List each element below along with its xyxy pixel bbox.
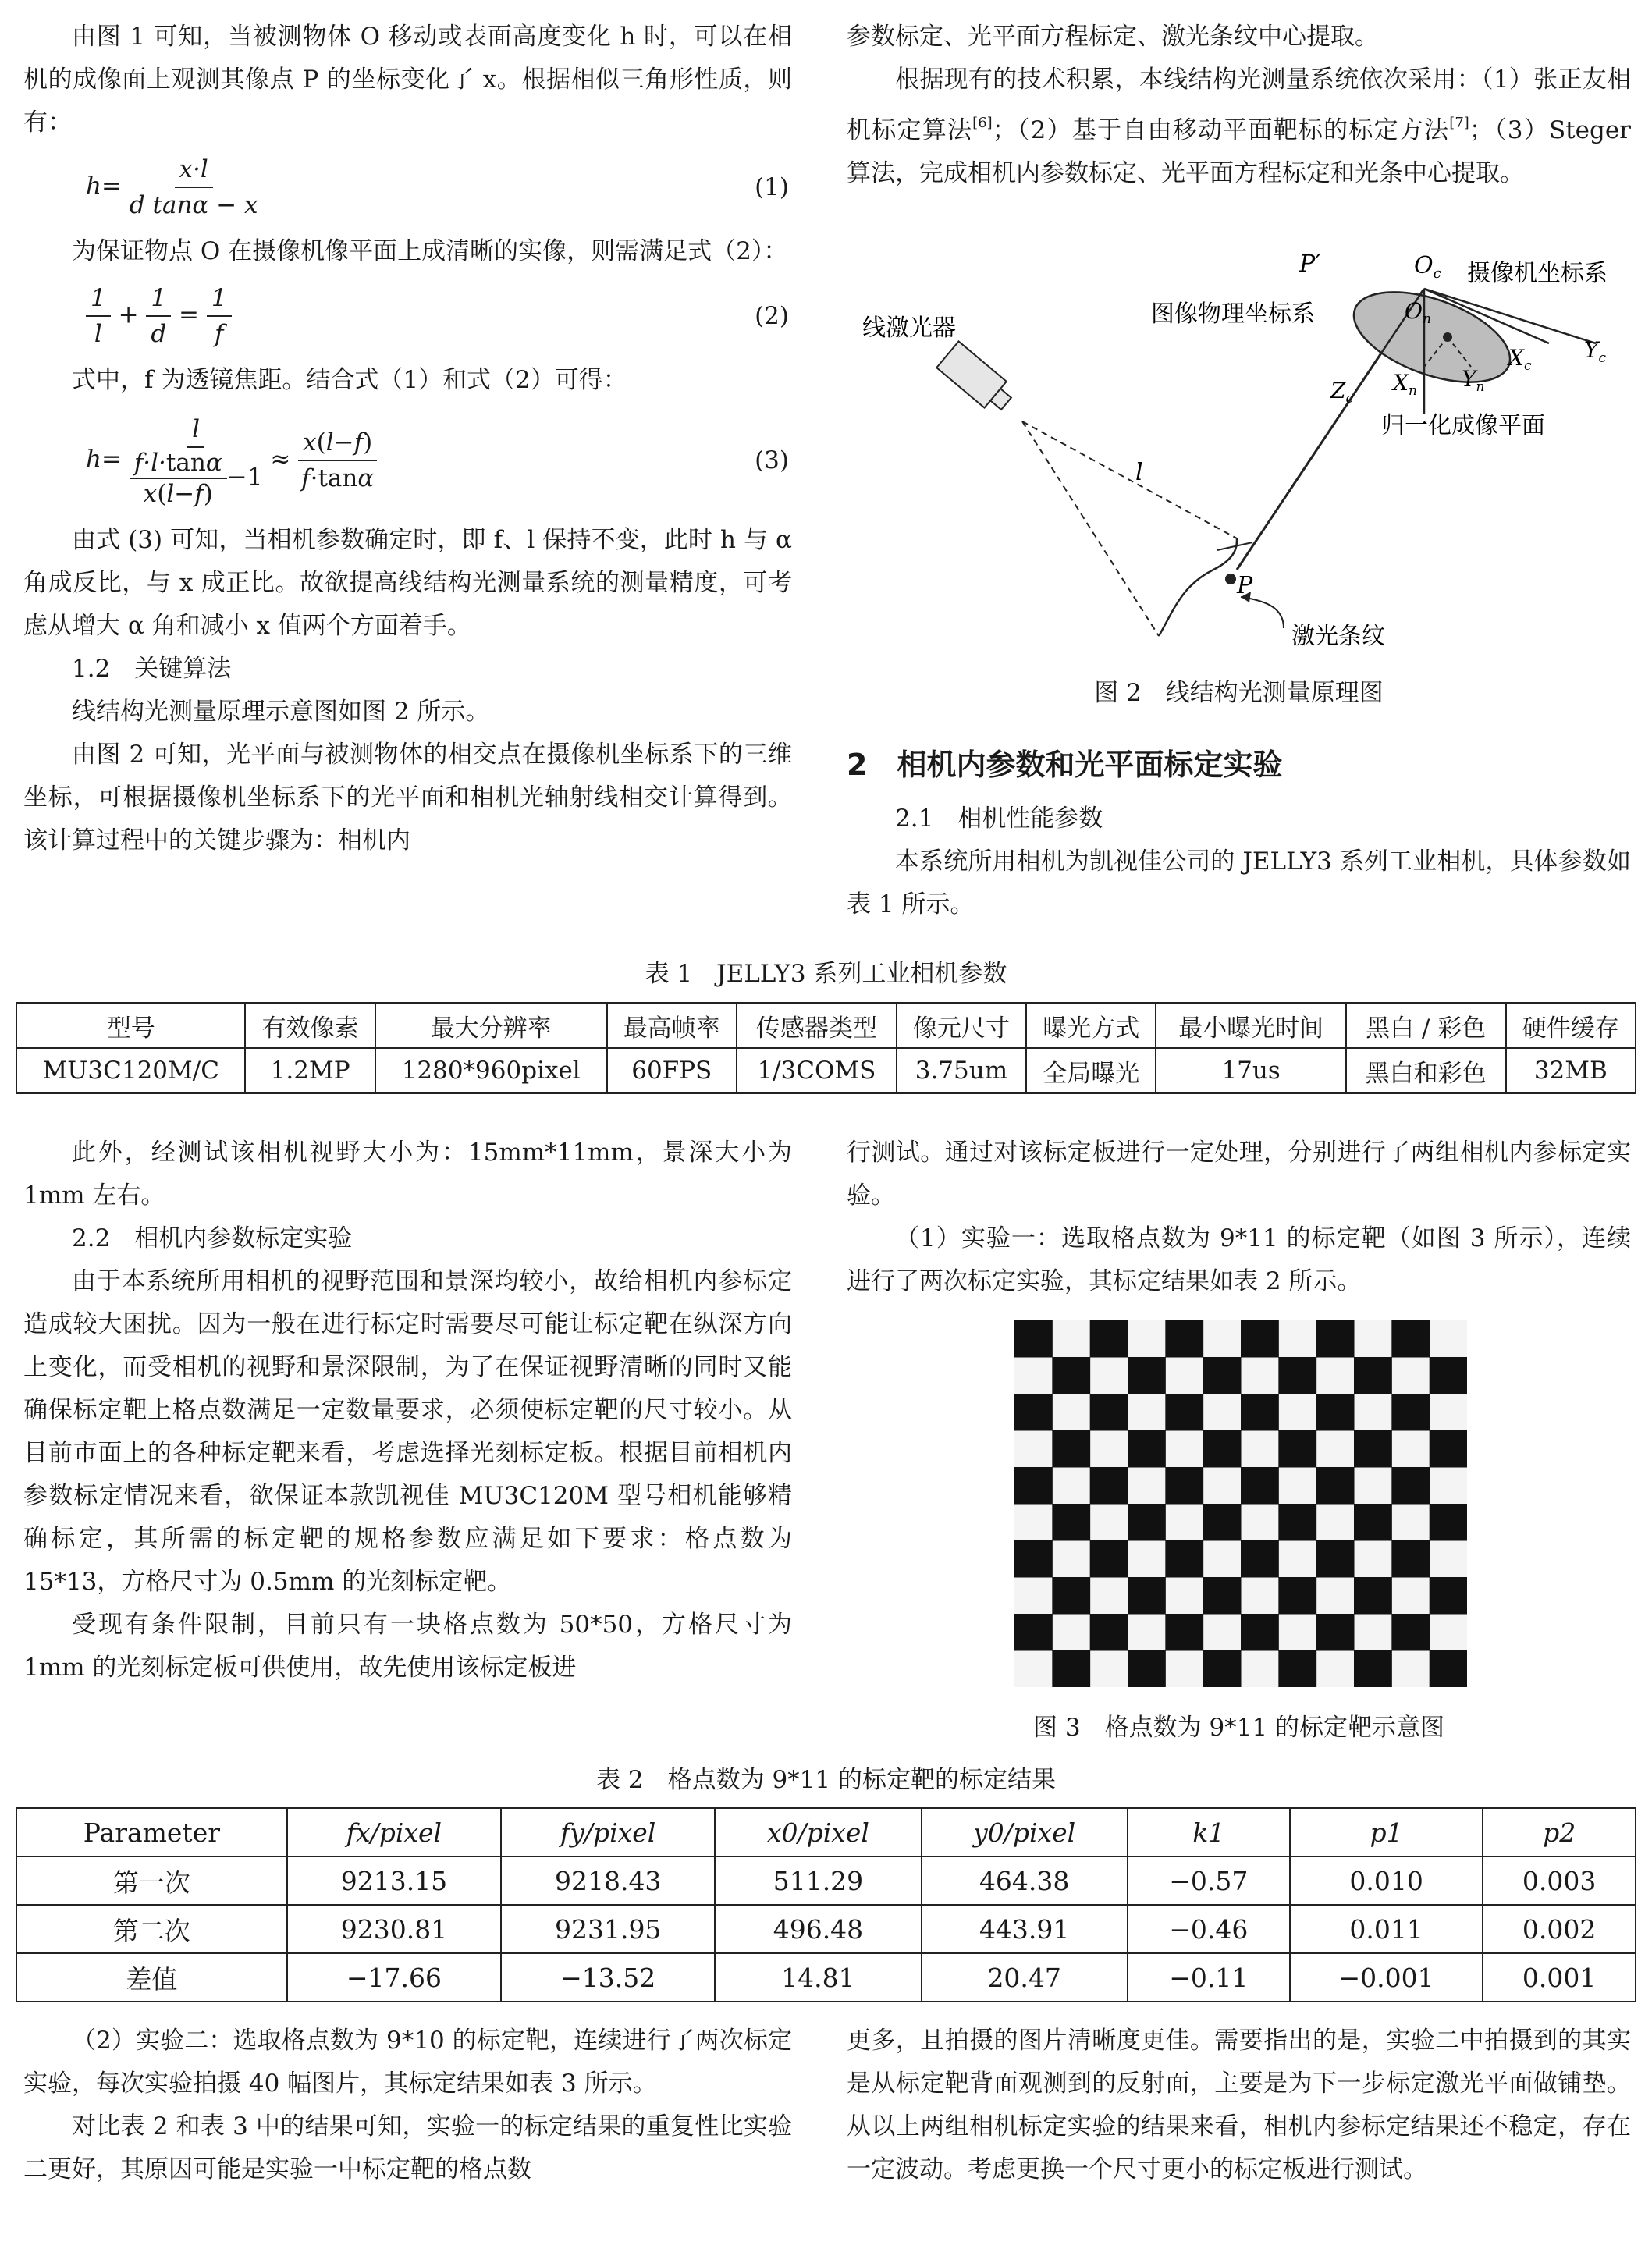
paragraph: 本系统所用相机为凯视佳公司的 JELLY3 系列工业相机，具体参数如表 1 所示。 xyxy=(847,847,1631,918)
label-on: $O_n$ xyxy=(1405,298,1431,327)
table-header-cell: x0/pixel xyxy=(715,1808,921,1856)
table-header-cell: k1 xyxy=(1128,1808,1290,1856)
checker-square xyxy=(1165,1467,1203,1505)
table-cell: 20.47 xyxy=(922,1953,1128,2002)
checker-square xyxy=(1165,1394,1203,1431)
checker-square xyxy=(1241,1320,1279,1358)
label-xc: $X_c$ xyxy=(1508,345,1532,374)
label-xn: $X_n$ xyxy=(1393,370,1417,399)
table-cell: 464.38 xyxy=(922,1856,1128,1905)
table-header-cell: 型号 xyxy=(16,1003,245,1048)
table-cell: MU3C120M/C xyxy=(16,1048,245,1093)
checker-square xyxy=(1203,1577,1242,1615)
table-header-cell: 像元尺寸 xyxy=(897,1003,1026,1048)
checker-square xyxy=(1128,1430,1166,1468)
checker-square xyxy=(1165,1320,1203,1358)
checker-square xyxy=(1241,1467,1279,1505)
checker-square xyxy=(1278,1577,1316,1615)
paragraph: 式中，f 为透镜焦距。结合式（1）和式（2）可得： xyxy=(72,366,627,394)
checker-square xyxy=(1316,1394,1355,1431)
checker-square xyxy=(1430,1357,1467,1394)
checker-square xyxy=(1090,1394,1128,1431)
paragraph: 为保证物点 O 在摄像机像平面上成清晰的实像，则需满足式（2）： xyxy=(72,237,788,265)
reference[interactable]: [7] xyxy=(1449,115,1469,131)
checker-square xyxy=(1090,1614,1128,1651)
checker-square xyxy=(1014,1320,1053,1358)
equation-number: (1) xyxy=(755,172,789,201)
table-cell: 0.003 xyxy=(1483,1856,1636,1905)
table-cell: −0.46 xyxy=(1128,1905,1290,1953)
label-laser-stripe: 激光条纹 xyxy=(1291,623,1385,650)
figure-3-checkerboard xyxy=(1014,1320,1467,1687)
right-column-top xyxy=(847,16,1631,195)
table-header-cell: 传感器类型 xyxy=(737,1003,897,1048)
label-l: l xyxy=(1135,459,1143,486)
checker-square xyxy=(1278,1357,1316,1394)
checker-square xyxy=(1391,1614,1430,1651)
checker-square xyxy=(1354,1357,1392,1394)
checker-square xyxy=(1203,1430,1242,1468)
table-header-cell: y0/pixel xyxy=(922,1808,1128,1856)
table-cell: 9231.95 xyxy=(501,1905,715,1953)
paragraph: 由式 (3) 可知，当相机参数确定时，即 f、l 保持不变，此时 h 与 α 角成反比，与 x 成正比。故欲提高线结构光测量系统的测量精度，可考虑从增大 α 角和减小 x 值两个方面着手。 xyxy=(23,526,792,640)
paragraph: （1）实验一：选取格点数为 9*11 的标定靶（如图 3 所示），连续进行了两次标定实验，其标定结果如表 2 所示。 xyxy=(847,1224,1631,1295)
checker-square xyxy=(1090,1320,1128,1358)
checker-square xyxy=(1128,1504,1166,1541)
figure-2-diagram xyxy=(847,234,1631,655)
table-cell: −0.11 xyxy=(1128,1953,1290,2002)
checker-square xyxy=(1430,1430,1467,1468)
checker-square xyxy=(1052,1430,1090,1468)
label-image-coord: 图像物理坐标系 xyxy=(1151,300,1315,328)
table-header-cell: 最大分辨率 xyxy=(375,1003,607,1048)
label-camera-coord: 摄像机坐标系 xyxy=(1467,260,1608,287)
checker-square xyxy=(1391,1467,1430,1505)
table-cell: 0.001 xyxy=(1483,1953,1636,2002)
table-cell: 496.48 xyxy=(715,1905,921,1953)
table-row xyxy=(16,1905,1636,1953)
table-cell: −17.66 xyxy=(287,1953,501,2002)
checker-square xyxy=(1203,1650,1242,1687)
laser-device xyxy=(936,341,1017,417)
table-cell: 1/3COMS xyxy=(737,1048,897,1093)
right-column-bottom xyxy=(847,2020,1631,2191)
checker-square xyxy=(1014,1540,1053,1578)
table-cell: 0.011 xyxy=(1290,1905,1483,1953)
checker-square xyxy=(1391,1394,1430,1431)
section-heading: 1.2 关键算法 xyxy=(72,655,232,683)
checker-square xyxy=(1203,1504,1242,1541)
table-header-cell: 最小曝光时间 xyxy=(1156,1003,1345,1048)
checker-square xyxy=(1052,1357,1090,1394)
equation-1: h= $\frac{x\cdot l}{\text{d tanα − x}}$ (1) xyxy=(23,144,792,230)
checker-square xyxy=(1241,1614,1279,1651)
equation-2: $\frac{1}{l}$ + $\frac{1}{d}$ = $\frac{1}{f}$ (2) xyxy=(23,273,792,359)
table-cell: 3.75um xyxy=(897,1048,1026,1093)
right-column-mid xyxy=(847,1132,1631,1303)
table-header-cell: p1 xyxy=(1290,1808,1483,1856)
fraction: $\frac{x\cdot l}{\text{d tanα − x}}$ xyxy=(130,152,258,222)
equation-number: (2) xyxy=(755,301,789,330)
paragraph: （2）实验二：选取格点数为 9*10 的标定靶，连续进行了两次标定实验，每次实验拍摄 40 幅图片，其标定结果如表 3 所示。 xyxy=(23,2027,792,2098)
left-column-bottom xyxy=(23,2020,792,2191)
label-p: P xyxy=(1237,572,1253,599)
checker-square xyxy=(1391,1540,1430,1578)
checker-square xyxy=(1052,1650,1090,1687)
table-cell: 1.2MP xyxy=(245,1048,375,1093)
label-yn: $Y_n$ xyxy=(1462,366,1485,395)
table-header-cell: fy/pixel xyxy=(501,1808,715,1856)
table-cell: 443.91 xyxy=(922,1905,1128,1953)
checker-square xyxy=(1316,1540,1355,1578)
paragraph: 由图 1 可知，当被测物体 O 移动或表面高度变化 h 时，可以在相机的成像面上观测其像点 P 的坐标变化了 x。根据相似三角形性质，则有： xyxy=(23,23,792,137)
table-header-row xyxy=(16,1003,1636,1048)
table-cell: 9218.43 xyxy=(501,1856,715,1905)
paragraph: 对比表 2 和表 3 中的结果可知，实验一的标定结果的重复性比实验二更好，其原因可能是实验一中标定靶的格点数 xyxy=(23,2112,792,2183)
checker-square xyxy=(1014,1394,1053,1431)
right-column-top-2 xyxy=(847,734,1631,926)
paragraph: 行测试。通过对该标定板进行一定处理，分别进行了两组相机内参标定实验。 xyxy=(847,1139,1631,1210)
table-cell: 黑白和彩色 xyxy=(1346,1048,1506,1093)
table-2-caption: 表 2 格点数为 9*11 的标定靶的标定结果 xyxy=(596,1766,1056,1794)
label-yc: $Y_c$ xyxy=(1584,337,1607,366)
table-cell: 全局曝光 xyxy=(1026,1048,1156,1093)
equation-3: h= l $\frac{f\cdot l\cdot\tan\alpha}{x(l-f)}$ −1 ≈ $\frac{x(l-f)}{f\cdot\tan\alpha}$ (3) xyxy=(23,402,792,519)
section-heading: 2 相机内参数和光平面标定实验 xyxy=(847,748,1283,782)
label-normalized-plane: 归一化成像平面 xyxy=(1381,412,1545,439)
table-row xyxy=(16,1048,1636,1093)
table-cell: 17us xyxy=(1156,1048,1345,1093)
paragraph: 线结构光测量原理示意图如图 2 所示。 xyxy=(72,698,490,726)
checker-square xyxy=(1014,1614,1053,1651)
table-1-caption: 表 1 JELLY3 系列工业相机参数 xyxy=(645,960,1007,988)
subsection-heading: 2.1 相机性能参数 xyxy=(895,805,1103,833)
table-header-cell: 硬件缓存 xyxy=(1506,1003,1636,1048)
light-plane-edge xyxy=(1022,421,1237,538)
table-2 xyxy=(16,1807,1636,2002)
checker-square xyxy=(1354,1430,1392,1468)
table-1 xyxy=(16,1002,1636,1094)
light-plane-edge xyxy=(1022,421,1159,636)
table-cell: −0.57 xyxy=(1128,1856,1290,1905)
equation-number: (3) xyxy=(755,446,789,474)
left-column-top xyxy=(23,16,792,862)
table-cell: −0.001 xyxy=(1290,1953,1483,2002)
laser-stripe-curve xyxy=(1159,538,1237,636)
checker-square xyxy=(1128,1357,1166,1394)
table-cell: 第一次 xyxy=(16,1856,287,1905)
table-cell: 1280*960pixel xyxy=(375,1048,607,1093)
checker-square xyxy=(1165,1614,1203,1651)
checker-square xyxy=(1278,1430,1316,1468)
checker-square xyxy=(1430,1504,1467,1541)
reference[interactable]: [6] xyxy=(972,115,993,131)
paragraph: 参数标定、光平面方程标定、激光条纹中心提取。 xyxy=(847,23,1379,51)
figure-2-caption: 图 2 线结构光测量原理图 xyxy=(1094,679,1384,707)
table-cell: 14.81 xyxy=(715,1953,921,2002)
subsection-heading: 2.2 相机内参数标定实验 xyxy=(72,1224,353,1252)
label-laser: 线激光器 xyxy=(862,314,956,342)
table-cell: 差值 xyxy=(16,1953,287,2002)
checker-square xyxy=(1203,1357,1242,1394)
checker-square xyxy=(1430,1577,1467,1615)
table-row xyxy=(16,1856,1636,1905)
checker-square xyxy=(1052,1577,1090,1615)
paragraph: 此外，经测试该相机视野大小为：15mm*11mm，景深大小为 1mm 左右。 xyxy=(23,1139,792,1210)
table-header-cell: 最高帧率 xyxy=(607,1003,737,1048)
checker-square xyxy=(1430,1650,1467,1687)
checker-square xyxy=(1391,1320,1430,1358)
checker-square xyxy=(1316,1467,1355,1505)
table-header-cell: Parameter xyxy=(16,1808,287,1856)
checker-square xyxy=(1278,1650,1316,1687)
table-cell: 511.29 xyxy=(715,1856,921,1905)
checker-square xyxy=(1354,1504,1392,1541)
point-p xyxy=(1225,574,1236,584)
table-header-row xyxy=(16,1808,1636,1856)
paragraph: 受现有条件限制，目前只有一块格点数为 50*50，方格尺寸为 1mm 的光刻标定板可供使用，故先使用该标定板进 xyxy=(23,1611,792,1682)
checker-square xyxy=(1316,1614,1355,1651)
label-zc: $Z_c$ xyxy=(1330,378,1353,407)
table-header-cell: 黑白 / 彩色 xyxy=(1346,1003,1506,1048)
checker-square xyxy=(1128,1577,1166,1615)
paragraph: 根据现有的技术积累，本线结构光测量系统依次采用：（1）张正友相机标定算法[6]；（2）基于自由移动平面靶标的标定方法[7]；（3）Steger 算法，完成相机内参数标定、光平面方程标定和光条中心提取。 xyxy=(847,66,1631,187)
table-cell: −13.52 xyxy=(501,1953,715,2002)
table-header-cell: 有效像素 xyxy=(245,1003,375,1048)
checker-square xyxy=(1014,1467,1053,1505)
checker-square xyxy=(1241,1394,1279,1431)
table-row xyxy=(16,1953,1636,2002)
checker-square xyxy=(1052,1504,1090,1541)
checker-square xyxy=(1090,1467,1128,1505)
table-cell: 9230.81 xyxy=(287,1905,501,1953)
figure-3-caption: 图 3 格点数为 9*11 的标定靶示意图 xyxy=(1033,1714,1444,1742)
checker-square xyxy=(1354,1650,1392,1687)
label-oc: $O_c$ xyxy=(1414,252,1441,282)
table-cell: 32MB xyxy=(1506,1048,1636,1093)
paragraph: 更多，且拍摄的图片清晰度更佳。需要指出的是，实验二中拍摄到的其实是从标定靶背面观测到的反射面，主要是为下一步标定激光平面做铺垫。从以上两组相机标定实验的结果来看，相机内参标定结果还不稳定，存在一定波动。考虑更换一个尺寸更小的标定板进行测试。 xyxy=(847,2027,1631,2183)
table-cell: 60FPS xyxy=(607,1048,737,1093)
table-cell: 第二次 xyxy=(16,1905,287,1953)
checker-square xyxy=(1241,1540,1279,1578)
checker-square xyxy=(1278,1504,1316,1541)
checker-square xyxy=(1354,1577,1392,1615)
left-column-mid xyxy=(23,1132,792,1689)
paragraph: 由于本系统所用相机的视野范围和景深均较小，故给相机内参标定造成较大困扰。因为一般在进行标定时需要尽可能让标定靶在纵深方向上变化，而受相机的视野和景深限制，为了在保证视野清晰的同时又能确保标定靶上格点数满足一定数量要求，必须使标定靶的尺寸较小。从目前市面上的各种标定靶来看，考虑选择光刻标定板。根据目前相机内参数标定情况来看，欲保证本款凯视佳 MU3C120M 型号相机能够精确标定，其所需的标定靶的规格参数应满足如下要求：格点数为 15*13，方格尺寸为 0.5mm 的光刻标定靶。 xyxy=(23,1267,792,1596)
checker-square xyxy=(1316,1320,1355,1358)
paragraph: 由图 2 可知，光平面与被测物体的相交点在摄像机坐标系下的三维坐标，可根据摄像机坐标系下的光平面和相机光轴射线相交计算得到。该计算过程中的关键步骤为：相机内 xyxy=(23,741,792,854)
table-cell: 0.010 xyxy=(1290,1856,1483,1905)
label-p-prime: P′ xyxy=(1299,250,1320,278)
table-cell: 9213.15 xyxy=(287,1856,501,1905)
table-cell: 0.002 xyxy=(1483,1905,1636,1953)
checker-square xyxy=(1165,1540,1203,1578)
checker-square xyxy=(1090,1540,1128,1578)
table-header-cell: fx/pixel xyxy=(287,1808,501,1856)
checker-square xyxy=(1128,1650,1166,1687)
table-header-cell: 曝光方式 xyxy=(1026,1003,1156,1048)
table-header-cell: p2 xyxy=(1483,1808,1636,1856)
